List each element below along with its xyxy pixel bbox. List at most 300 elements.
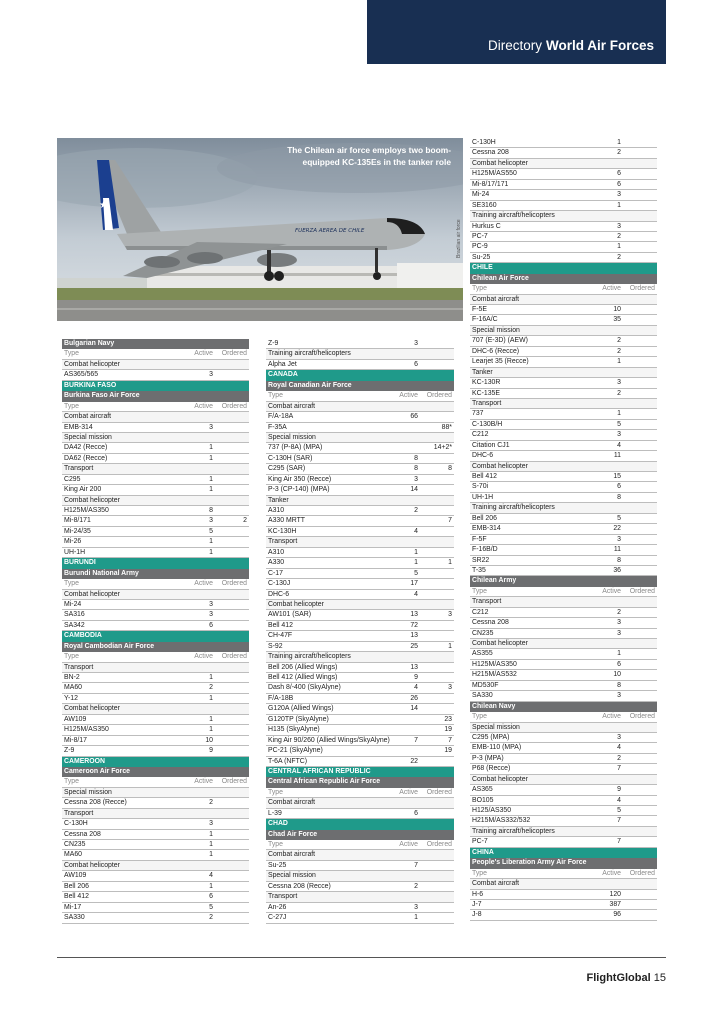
active-count: 2 bbox=[209, 799, 213, 807]
table-row bbox=[266, 715, 454, 725]
force-header bbox=[470, 858, 657, 868]
table-row bbox=[266, 861, 454, 871]
aircraft-type: MA60 bbox=[64, 684, 83, 692]
aircraft-type: UH-1H bbox=[64, 548, 86, 556]
table-row bbox=[470, 190, 657, 200]
active-count: 5 bbox=[209, 527, 213, 535]
table-row bbox=[470, 409, 657, 419]
aircraft-type: F-5E bbox=[472, 306, 487, 313]
table-row bbox=[62, 485, 249, 495]
column-header-row bbox=[470, 869, 657, 879]
ordered-count: 88* bbox=[441, 423, 452, 431]
table-row bbox=[266, 903, 454, 913]
category-row bbox=[62, 360, 249, 370]
table-row bbox=[470, 785, 657, 795]
table-row bbox=[470, 357, 657, 367]
table-row bbox=[62, 882, 249, 892]
table-row bbox=[470, 754, 657, 764]
row-label: Combat helicopter bbox=[472, 775, 528, 783]
row-label: Cameroon Air Force bbox=[64, 767, 130, 775]
aircraft-type: F/A-18B bbox=[268, 694, 294, 702]
row-label: CAMEROON bbox=[64, 757, 105, 765]
force-header bbox=[470, 274, 657, 284]
category-row bbox=[62, 590, 249, 600]
column-header-row bbox=[62, 349, 249, 359]
table-row bbox=[470, 535, 657, 545]
aircraft-type: F-16A/C bbox=[472, 316, 498, 324]
row-label: Combat helicopter bbox=[64, 360, 120, 368]
active-count: 13 bbox=[410, 663, 418, 671]
active-count: 1 bbox=[209, 715, 213, 723]
active-count: 22 bbox=[410, 757, 418, 765]
aircraft-type: CN235 bbox=[472, 629, 494, 637]
active-count: 3 bbox=[617, 535, 621, 543]
active-count: 2 bbox=[209, 684, 213, 692]
active-count: 7 bbox=[617, 765, 621, 773]
aircraft-type: AS365 bbox=[472, 786, 493, 794]
ordered-heading: Ordered bbox=[221, 402, 247, 410]
row-label: Combat aircraft bbox=[472, 880, 520, 888]
table-row bbox=[470, 649, 657, 659]
active-count: 11 bbox=[613, 546, 621, 554]
table-row bbox=[62, 516, 249, 526]
active-count: 9 bbox=[414, 674, 418, 681]
table-row bbox=[62, 819, 249, 829]
active-count: 2 bbox=[617, 337, 621, 345]
aircraft-type: S-92 bbox=[268, 642, 283, 650]
active-count: 1 bbox=[209, 851, 213, 859]
row-label: Royal Cambodian Air Force bbox=[64, 642, 155, 650]
active-count: 3 bbox=[617, 692, 621, 700]
header-title bbox=[488, 38, 654, 53]
active-count: 3 bbox=[617, 222, 621, 230]
ordered-count: 19 bbox=[444, 747, 452, 755]
aircraft-type: EMB-110 (MPA) bbox=[472, 744, 522, 752]
row-label: Transport bbox=[268, 538, 298, 546]
aircraft-type: BN-2 bbox=[64, 674, 80, 681]
aircraft-type: A330 bbox=[268, 559, 285, 567]
aircraft-type: AW109 bbox=[64, 872, 87, 880]
active-count: 8 bbox=[414, 465, 418, 473]
category-row bbox=[470, 723, 657, 733]
footer-rule bbox=[57, 957, 666, 958]
ordered-heading: Ordered bbox=[221, 653, 247, 661]
active-count: 2 bbox=[617, 149, 621, 157]
aircraft-type: PC-9 bbox=[472, 243, 488, 251]
row-label: Transport bbox=[64, 663, 94, 671]
row-label: Special mission bbox=[268, 433, 316, 441]
active-count: 2 bbox=[617, 232, 621, 240]
row-label: Bulgarian Navy bbox=[64, 340, 115, 347]
row-label: Combat helicopter bbox=[64, 496, 120, 504]
category-row bbox=[266, 892, 454, 902]
table-row bbox=[266, 464, 454, 474]
table-row bbox=[266, 694, 454, 704]
active-heading: Active bbox=[602, 713, 621, 721]
active-heading: Active bbox=[194, 580, 213, 588]
table-row bbox=[470, 524, 657, 534]
active-heading: Active bbox=[399, 788, 418, 796]
aircraft-type: EMB-314 bbox=[64, 423, 93, 431]
aircraft-type: AW109 bbox=[64, 715, 87, 723]
aircraft-type: C-17 bbox=[268, 569, 283, 577]
ordered-count: 19 bbox=[444, 726, 452, 734]
table-row bbox=[266, 663, 454, 673]
active-count: 26 bbox=[410, 694, 418, 702]
table-row bbox=[62, 892, 249, 902]
table-row bbox=[266, 590, 454, 600]
row-label: Combat helicopter bbox=[64, 590, 120, 598]
active-count: 5 bbox=[617, 807, 621, 814]
active-count: 6 bbox=[414, 809, 418, 817]
category-row bbox=[266, 433, 454, 443]
category-row bbox=[470, 775, 657, 785]
aircraft-type: F-16B/D bbox=[472, 546, 498, 554]
force-header bbox=[470, 702, 657, 712]
row-label: Special mission bbox=[64, 433, 112, 441]
active-count: 4 bbox=[414, 684, 418, 692]
table-row bbox=[62, 715, 249, 725]
aircraft-type: H125M/AS350 bbox=[64, 507, 109, 514]
active-count: 2 bbox=[414, 882, 418, 890]
active-count: 6 bbox=[617, 660, 621, 668]
table-row bbox=[470, 378, 657, 388]
row-label: Combat helicopter bbox=[472, 159, 528, 167]
row-label: Training aircraft/helicopters bbox=[268, 653, 351, 661]
table-row bbox=[62, 610, 249, 620]
aircraft-type: H125M/AS350 bbox=[472, 660, 517, 668]
ordered-heading: Ordered bbox=[629, 713, 655, 721]
table-row bbox=[470, 910, 657, 920]
active-count: 3 bbox=[617, 629, 621, 637]
table-row bbox=[470, 138, 657, 148]
active-count: 8 bbox=[617, 493, 621, 501]
category-row bbox=[266, 600, 454, 610]
table-row bbox=[266, 527, 454, 537]
aircraft-type: C-130J bbox=[268, 580, 291, 588]
table-row bbox=[470, 420, 657, 430]
category-row bbox=[266, 537, 454, 547]
active-count: 8 bbox=[617, 556, 621, 564]
table-row bbox=[266, 882, 454, 892]
table-row bbox=[266, 683, 454, 693]
active-count: 1 bbox=[209, 548, 213, 556]
ordered-heading: Ordered bbox=[221, 350, 247, 358]
active-count: 3 bbox=[209, 423, 213, 431]
table-row bbox=[470, 681, 657, 691]
ordered-heading: Ordered bbox=[629, 285, 655, 293]
ordered-heading: Ordered bbox=[426, 392, 452, 400]
aircraft-type: H125M/AS550 bbox=[472, 170, 517, 178]
active-count: 1 bbox=[209, 538, 213, 546]
table-row bbox=[470, 451, 657, 461]
table-row bbox=[470, 389, 657, 399]
table-row bbox=[470, 148, 657, 158]
force-header bbox=[62, 569, 249, 579]
active-count: 120 bbox=[609, 890, 621, 898]
table-row bbox=[266, 809, 454, 819]
aircraft-type: G120A (Allied Wings) bbox=[268, 705, 334, 713]
active-count: 11 bbox=[613, 452, 621, 460]
aircraft-type: SR22 bbox=[472, 556, 490, 564]
aircraft-type: C-27J bbox=[268, 914, 287, 922]
active-count: 6 bbox=[209, 621, 213, 629]
column-header-row bbox=[62, 579, 249, 589]
table-row bbox=[470, 253, 657, 263]
row-label: CANADA bbox=[268, 371, 298, 379]
aircraft-type: Mi-8/17 bbox=[64, 736, 87, 744]
table-row bbox=[62, 537, 249, 547]
aircraft-marking: FUERZA AEREA DE CHILE bbox=[295, 228, 365, 234]
row-label: Combat aircraft bbox=[268, 402, 316, 410]
table-row bbox=[266, 454, 454, 464]
active-count: 1 bbox=[414, 559, 418, 567]
ordered-count: 8 bbox=[448, 465, 452, 473]
aircraft-type: 737 (P-8A) (MPA) bbox=[268, 444, 323, 452]
aircraft-type: C295 bbox=[64, 475, 81, 483]
row-label: Special mission bbox=[472, 326, 520, 334]
active-count: 1 bbox=[209, 841, 213, 848]
category-row bbox=[470, 211, 657, 221]
row-label: Combat aircraft bbox=[64, 413, 112, 421]
table-row bbox=[470, 222, 657, 232]
directory-column-1 bbox=[62, 339, 249, 924]
aircraft-type: DHC-6 bbox=[268, 590, 290, 598]
active-count: 1 bbox=[209, 882, 213, 890]
category-row bbox=[470, 827, 657, 837]
aircraft-type: Bell 412 bbox=[64, 893, 89, 901]
page-footer bbox=[587, 972, 666, 984]
kc135-photo bbox=[57, 138, 463, 321]
row-label: Transport bbox=[472, 598, 502, 606]
table-row bbox=[470, 733, 657, 743]
table-row bbox=[62, 913, 249, 923]
active-count: 1 bbox=[209, 475, 213, 483]
aircraft-type: Bell 206 bbox=[64, 882, 89, 890]
active-count: 96 bbox=[613, 911, 621, 919]
aircraft-type: Alpha Jet bbox=[268, 360, 297, 368]
aircraft-type: SA342 bbox=[64, 621, 85, 629]
aircraft-type: C-130H (SAR) bbox=[268, 454, 313, 462]
active-count: 4 bbox=[617, 441, 621, 449]
table-row bbox=[62, 746, 249, 756]
active-heading: Active bbox=[399, 392, 418, 400]
table-row bbox=[266, 757, 454, 767]
active-count: 17 bbox=[410, 580, 418, 588]
category-row bbox=[62, 496, 249, 506]
type-heading: Type bbox=[472, 869, 487, 877]
aircraft-type: King Air 350 (Recce) bbox=[268, 475, 332, 483]
active-count: 10 bbox=[613, 306, 621, 313]
table-row bbox=[266, 610, 454, 620]
country-header bbox=[470, 263, 657, 273]
category-row bbox=[62, 704, 249, 714]
table-row bbox=[62, 443, 249, 453]
active-count: 36 bbox=[613, 566, 621, 574]
row-label: Training aircraft/helicopters bbox=[472, 827, 555, 835]
table-row bbox=[62, 694, 249, 704]
active-count: 4 bbox=[617, 744, 621, 752]
active-count: 3 bbox=[209, 371, 213, 379]
category-row bbox=[62, 464, 249, 474]
table-row bbox=[266, 443, 454, 453]
aircraft-type: H-6 bbox=[472, 890, 484, 898]
active-count: 3 bbox=[209, 517, 213, 525]
ordered-count: 7 bbox=[448, 517, 452, 525]
active-count: 1 bbox=[209, 454, 213, 462]
country-header bbox=[266, 767, 454, 777]
ordered-count: 3 bbox=[448, 611, 452, 619]
aircraft-type: 707 (E-3D) (AEW) bbox=[472, 337, 528, 345]
row-label: CENTRAL AFRICAN REPUBLIC bbox=[268, 767, 371, 775]
aircraft-type: AW101 (SAR) bbox=[268, 611, 312, 619]
force-header bbox=[266, 830, 454, 840]
active-count: 14 bbox=[410, 486, 418, 494]
active-count: 8 bbox=[414, 454, 418, 462]
active-count: 5 bbox=[414, 569, 418, 577]
row-label: Burkina Faso Air Force bbox=[64, 392, 140, 400]
aircraft-type: Mi-8/17/171 bbox=[472, 180, 509, 188]
aircraft-type: AS365/565 bbox=[64, 371, 99, 379]
aircraft-type: A310 bbox=[268, 507, 285, 514]
active-count: 35 bbox=[613, 316, 621, 324]
table-row bbox=[266, 475, 454, 485]
table-row bbox=[470, 796, 657, 806]
aircraft-type: Su-25 bbox=[472, 253, 491, 261]
table-row bbox=[62, 423, 249, 433]
table-row bbox=[470, 816, 657, 826]
active-count: 2 bbox=[617, 608, 621, 616]
table-row bbox=[266, 631, 454, 641]
directory-column-2 bbox=[266, 339, 454, 924]
active-count: 3 bbox=[414, 475, 418, 483]
category-row bbox=[470, 639, 657, 649]
category-row bbox=[266, 496, 454, 506]
active-count: 2 bbox=[617, 389, 621, 397]
active-count: 6 bbox=[209, 893, 213, 901]
aircraft-type: Y-12 bbox=[64, 694, 78, 702]
table-row bbox=[470, 336, 657, 346]
active-count: 3 bbox=[209, 611, 213, 619]
category-row bbox=[266, 850, 454, 860]
active-count: 14 bbox=[410, 705, 418, 713]
table-row bbox=[470, 618, 657, 628]
column-header-row bbox=[470, 712, 657, 722]
table-row bbox=[62, 454, 249, 464]
active-count: 10 bbox=[613, 671, 621, 679]
row-label: Combat aircraft bbox=[472, 295, 520, 303]
active-count: 72 bbox=[410, 621, 418, 629]
table-row bbox=[470, 900, 657, 910]
ordered-count: 7 bbox=[448, 736, 452, 744]
row-label: CHINA bbox=[472, 848, 494, 856]
country-header bbox=[266, 819, 454, 829]
table-row bbox=[62, 871, 249, 881]
category-row bbox=[470, 159, 657, 169]
column-header-row bbox=[266, 840, 454, 850]
table-row bbox=[266, 725, 454, 735]
active-count: 8 bbox=[209, 507, 213, 514]
table-row bbox=[470, 629, 657, 639]
aircraft-type: Bell 412 bbox=[268, 621, 293, 629]
aircraft-type: King Air 90/260 (Allied Wings/SkyAlyne) bbox=[268, 736, 390, 744]
active-count: 2 bbox=[617, 347, 621, 355]
photo-caption: The Chilean air force employs two boom-equipped KC-135Es in the tanker role bbox=[287, 145, 451, 167]
aircraft-type: C212 bbox=[472, 431, 489, 439]
row-label: Transport bbox=[64, 809, 94, 817]
active-count: 3 bbox=[414, 340, 418, 347]
active-count: 5 bbox=[617, 514, 621, 522]
aircraft-type: Cessna 208 bbox=[64, 830, 101, 838]
active-count: 1 bbox=[414, 548, 418, 556]
active-count: 22 bbox=[613, 525, 621, 533]
column-header-row bbox=[470, 284, 657, 294]
aircraft-type: 737 bbox=[472, 410, 484, 418]
active-heading: Active bbox=[194, 402, 213, 410]
active-heading: Active bbox=[194, 653, 213, 661]
active-count: 387 bbox=[609, 900, 621, 908]
aircraft-type: KC-130R bbox=[472, 379, 501, 387]
table-row bbox=[266, 558, 454, 568]
aircraft-type: SE3160 bbox=[472, 201, 497, 209]
row-label: Chilean Air Force bbox=[472, 274, 529, 282]
active-count: 4 bbox=[414, 590, 418, 598]
aircraft-type: Mi-24/35 bbox=[64, 527, 91, 535]
row-label: Special mission bbox=[64, 788, 112, 796]
force-header bbox=[470, 576, 657, 586]
type-heading: Type bbox=[64, 350, 79, 358]
aircraft-type: C212 bbox=[472, 608, 489, 616]
aircraft-type: G120TP (SkyAlyne) bbox=[268, 715, 329, 723]
table-row bbox=[266, 579, 454, 589]
column-header-row bbox=[62, 652, 249, 662]
ordered-count: 14+2* bbox=[433, 444, 452, 452]
country-header bbox=[62, 381, 249, 391]
active-count: 1 bbox=[617, 139, 621, 146]
aircraft-type: C-130B/H bbox=[472, 420, 503, 428]
active-count: 1 bbox=[617, 410, 621, 418]
aircraft-type: Mi-8/171 bbox=[64, 517, 91, 525]
table-row bbox=[470, 180, 657, 190]
aircraft-type: Cessna 208 bbox=[472, 149, 509, 157]
row-label: Tanker bbox=[472, 368, 493, 376]
category-row bbox=[470, 326, 657, 336]
header-band bbox=[367, 0, 666, 64]
active-heading: Active bbox=[399, 841, 418, 848]
type-heading: Type bbox=[64, 778, 79, 786]
table-row bbox=[266, 746, 454, 756]
aircraft-type: MD530F bbox=[472, 681, 499, 689]
active-count: 1 bbox=[414, 914, 418, 922]
row-label: Combat helicopter bbox=[268, 600, 324, 608]
table-row bbox=[62, 673, 249, 683]
active-count: 6 bbox=[414, 360, 418, 368]
category-row bbox=[266, 402, 454, 412]
table-row bbox=[62, 736, 249, 746]
table-row bbox=[470, 347, 657, 357]
active-count: 1 bbox=[617, 358, 621, 366]
row-label: Transport bbox=[268, 893, 298, 901]
aircraft-type: Cessna 208 bbox=[472, 619, 509, 627]
active-count: 13 bbox=[410, 611, 418, 619]
ordered-heading: Ordered bbox=[629, 587, 655, 595]
aircraft-type: H215M/AS332/532 bbox=[472, 817, 531, 825]
active-count: 1 bbox=[209, 726, 213, 734]
active-count: 2 bbox=[617, 754, 621, 762]
aircraft-type: Bell 412 (Allied Wings) bbox=[268, 674, 338, 681]
active-count: 3 bbox=[617, 191, 621, 199]
active-count: 6 bbox=[617, 170, 621, 178]
